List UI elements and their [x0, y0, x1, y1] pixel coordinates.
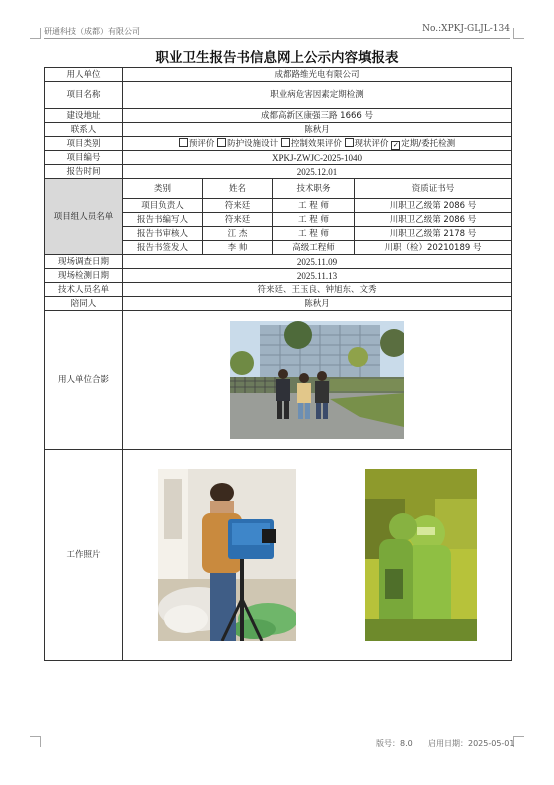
info-form-table: [44, 67, 512, 661]
row-team-header: [45, 179, 512, 199]
project-name-label: 项目名称: [45, 82, 123, 109]
category-option[interactable]: 控制效果评价: [281, 139, 342, 149]
header-doc-code: No.:XPKJ-GLJL-134: [422, 24, 510, 34]
escort-label: 陪同人: [45, 297, 123, 311]
row-work-photo: [45, 450, 512, 661]
checkbox-empty-icon[interactable]: [281, 138, 290, 147]
row-category: [45, 137, 512, 151]
row-tech-staff: [45, 283, 512, 297]
employer-value: 成都路维光电有限公司: [123, 68, 512, 82]
survey-date-label: 现场调查日期: [45, 255, 123, 269]
team-name: 李 帅: [203, 241, 273, 255]
checkbox-empty-icon[interactable]: [217, 138, 226, 147]
row-employer: [45, 68, 512, 82]
work-photo-label: 工作照片: [45, 450, 123, 661]
test-date-value: 2025.11.13: [123, 269, 512, 283]
team-title: 工 程 师: [273, 213, 355, 227]
project-no-label: 项目编号: [45, 151, 123, 165]
checkbox-empty-icon[interactable]: [179, 138, 188, 147]
checkbox-checked-icon[interactable]: ✓: [392, 140, 399, 149]
address-value: 成都高新区康强三路 1666 号: [123, 109, 512, 123]
crop-mark-bottom-left: [30, 736, 41, 747]
team-role: 报告书编写人: [123, 213, 203, 227]
team-name: 符来廷: [203, 199, 273, 213]
report-date-value: 2025.12.01: [123, 165, 512, 179]
team-cert: 川职卫乙级第 2086 号: [355, 199, 512, 213]
team-header-role: 类别: [123, 179, 203, 199]
team-name: 符来廷: [203, 213, 273, 227]
team-cert: 川职卫乙级第 2086 号: [355, 213, 512, 227]
row-group-photo: [45, 311, 512, 450]
tech-staff-value: 符来廷、王玉良、钟旭东、文秀: [123, 283, 512, 297]
team-label: 项目组人员名单: [45, 179, 123, 255]
team-cert: 川职（检）20210189 号: [355, 241, 512, 255]
report-date-label: 报告时间: [45, 165, 123, 179]
employer-label: 用人单位: [45, 68, 123, 82]
survey-date-value: 2025.11.09: [123, 255, 512, 269]
work-photo-cleanroom-image: [365, 469, 477, 641]
work-photo-sampling: [158, 469, 296, 641]
row-project-name: [45, 82, 512, 109]
tech-staff-label: 技术人员名单: [45, 283, 123, 297]
contact-value: 陈秋月: [123, 123, 512, 137]
work-photo-cleanroom: [365, 469, 477, 641]
team-name: 江 杰: [203, 227, 273, 241]
row-address: [45, 109, 512, 123]
test-date-label: 现场检测日期: [45, 269, 123, 283]
group-photo-cell: [123, 311, 512, 450]
header-rule: [44, 38, 510, 39]
group-photo: [230, 321, 404, 439]
crop-mark-top-right: [513, 28, 524, 39]
group-photo-image: [230, 321, 404, 439]
category-option[interactable]: 现状评价: [345, 139, 389, 149]
footer-effective-date: 启用日期：2025-05-01: [428, 739, 515, 748]
team-role: 项目负责人: [123, 199, 203, 213]
team-cert: 川职卫乙级第 2178 号: [355, 227, 512, 241]
contact-label: 联系人: [45, 123, 123, 137]
row-survey-date: [45, 255, 512, 269]
row-test-date: [45, 269, 512, 283]
team-header-title: 技术职务: [273, 179, 355, 199]
team-title: 工 程 师: [273, 199, 355, 213]
team-role: 报告书审核人: [123, 227, 203, 241]
row-report-date: [45, 165, 512, 179]
group-photo-label: 用人单位合影: [45, 311, 123, 450]
header-company: 研通科技（成都）有限公司: [44, 27, 140, 36]
team-role: 报告书签发人: [123, 241, 203, 255]
work-photo-sampling-image: [158, 469, 296, 641]
category-option[interactable]: ✓ 定期/委托检测: [392, 138, 456, 149]
category-option[interactable]: 预评价: [179, 139, 215, 149]
page-title: 职业卫生报告书信息网上公示内容填报表: [155, 50, 399, 66]
footer-version: 版号：8.0: [376, 739, 413, 748]
team-header-cert: 资质证书号: [355, 179, 512, 199]
project-name-value: 职业病危害因素定期检测: [123, 82, 512, 109]
team-title: 工 程 师: [273, 227, 355, 241]
work-photo-cell: [123, 450, 512, 661]
address-label: 建设地址: [45, 109, 123, 123]
project-no-value: XPKJ-ZWJC-2025-1040: [123, 151, 512, 165]
team-title: 高级工程师: [273, 241, 355, 255]
row-escort: [45, 297, 512, 311]
escort-value: 陈秋月: [123, 297, 512, 311]
category-label: 项目类别: [45, 137, 123, 151]
checkbox-empty-icon[interactable]: [345, 138, 354, 147]
crop-mark-top-left: [30, 28, 41, 39]
category-options: [123, 137, 512, 151]
category-option[interactable]: 防护设施设计: [217, 139, 278, 149]
row-contact: [45, 123, 512, 137]
team-header-name: 姓名: [203, 179, 273, 199]
work-photos: [123, 469, 511, 641]
row-project-no: [45, 151, 512, 165]
